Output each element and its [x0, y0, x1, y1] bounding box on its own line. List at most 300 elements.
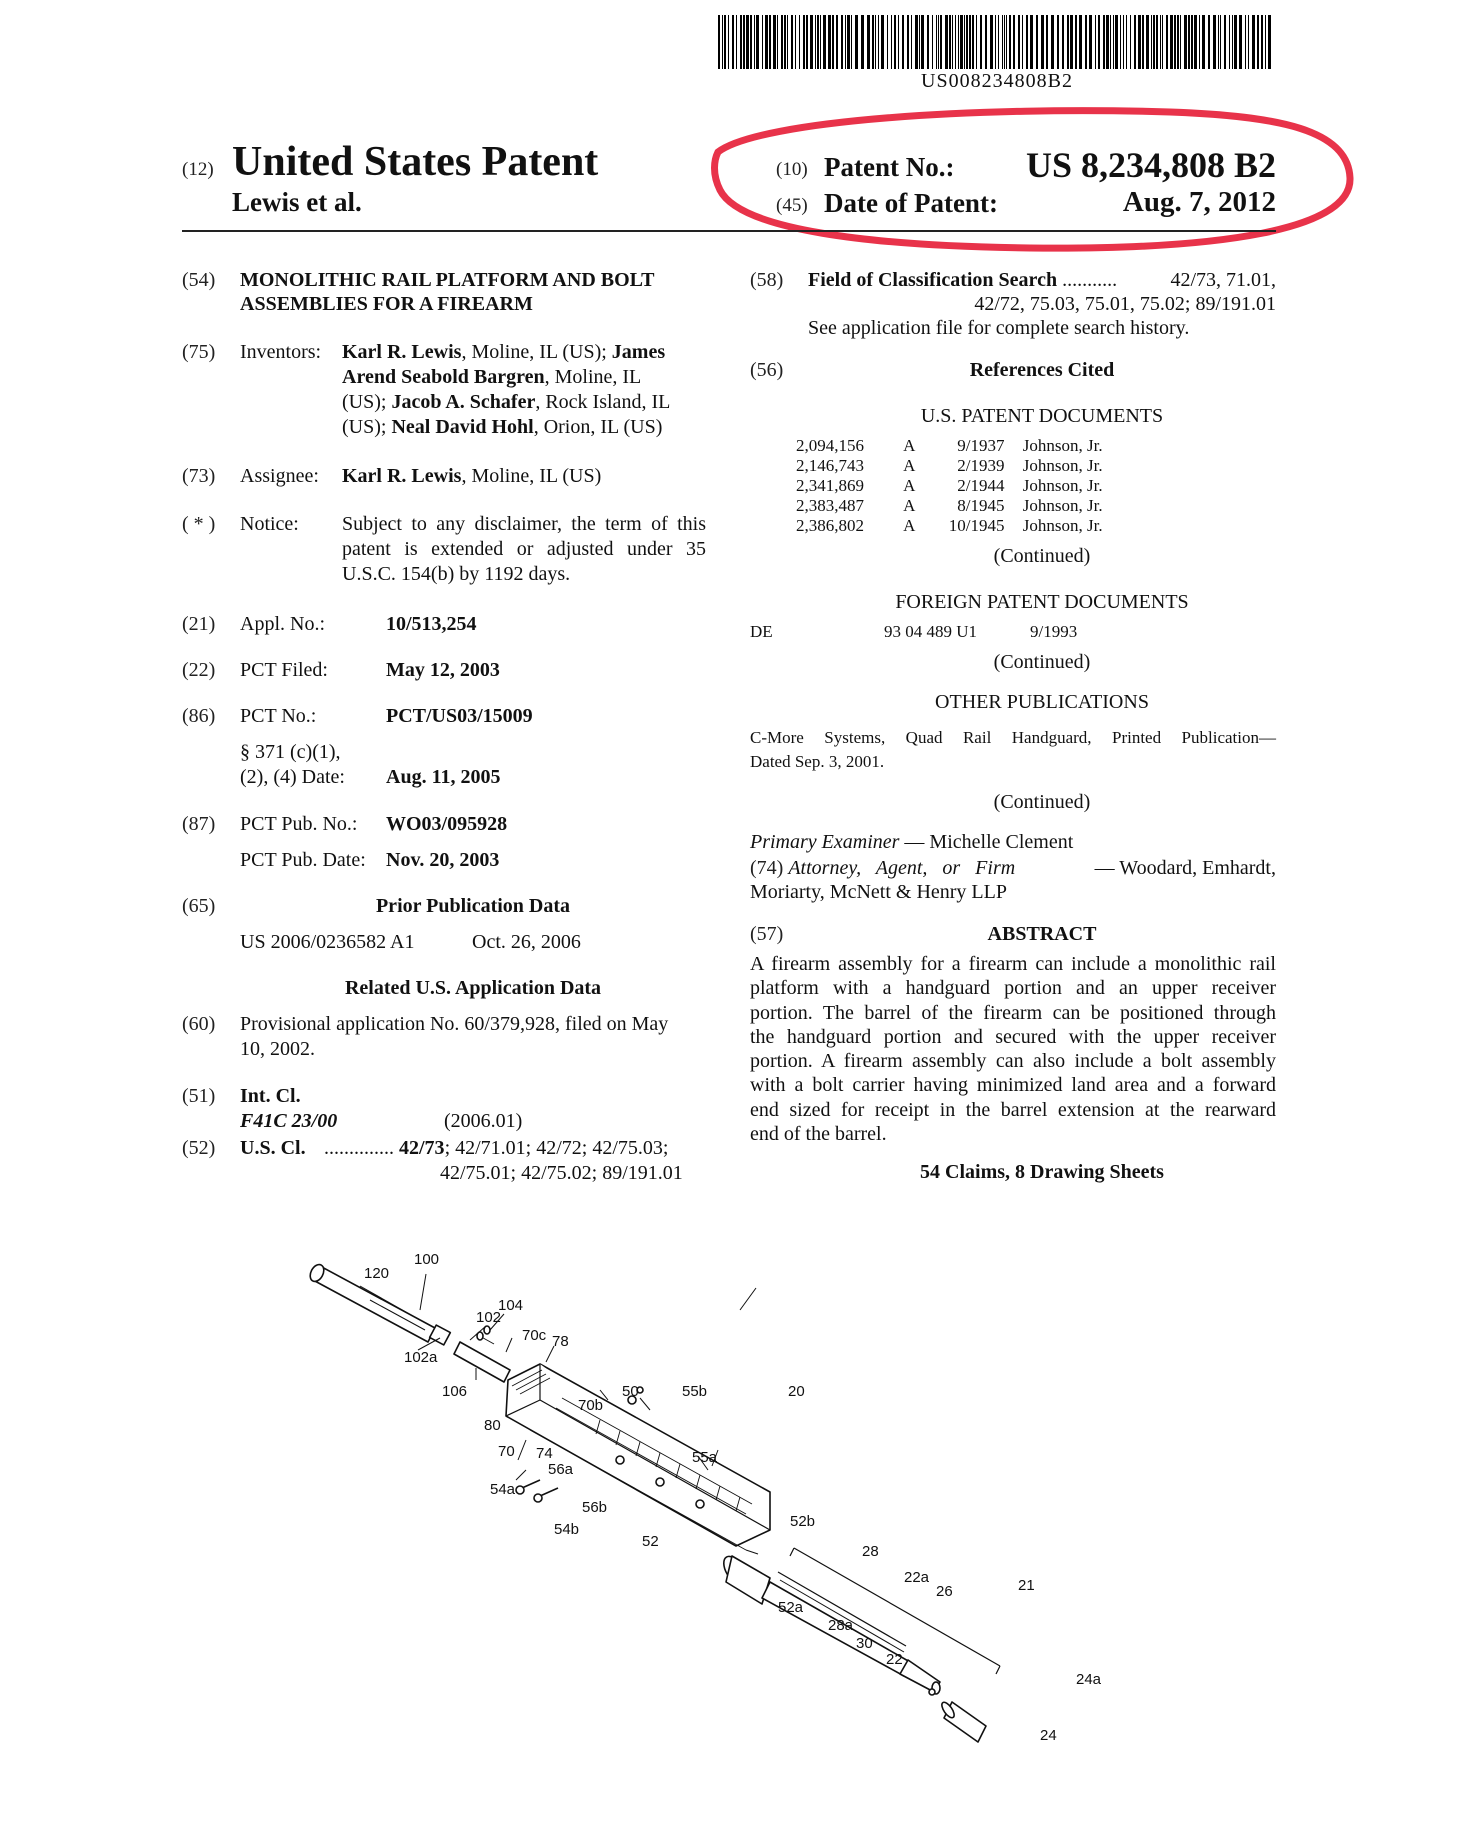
us-patent-documents-heading: U.S. PATENT DOCUMENTS [920, 405, 1164, 427]
barcode-bar [915, 15, 918, 69]
barcode-bar [875, 15, 876, 69]
barcode-bar [1106, 15, 1109, 69]
callout-22a: 22a [904, 1569, 930, 1586]
abstract-text [750, 952, 1276, 1146]
code-21: (21) [182, 613, 216, 635]
abstract-line: platform with a handguard portion and an upper receiver [750, 977, 1276, 1000]
code-45: (45) [776, 195, 808, 216]
barcode-bar [787, 15, 788, 69]
attorney-line2: Moriarty, McNett & Henry LLP [750, 881, 1007, 903]
notice-label: Notice: [240, 513, 299, 535]
barcode-bar [855, 15, 858, 69]
inventor-location: (US); [342, 416, 392, 438]
barcode-bar [740, 15, 742, 69]
barcode-bar [823, 15, 826, 69]
assignee-location: , Moline, IL (US) [461, 465, 602, 487]
prior-publication-no: US 2006/0236582 A1 [240, 931, 415, 953]
barcode-bar [1245, 15, 1246, 69]
pct-pub-date-label: PCT Pub. Date: [240, 849, 366, 871]
barcode-bar [872, 15, 874, 69]
barcode-bar [1115, 15, 1118, 69]
barcode-bar [1013, 15, 1015, 69]
barcode-bar [724, 15, 726, 69]
code-56: (56) [750, 359, 784, 381]
callout-74: 74 [536, 1445, 553, 1462]
callout-54b: 54b [554, 1521, 580, 1538]
prior-publication-date: Oct. 26, 2006 [472, 931, 581, 953]
barcode-bar [894, 15, 896, 69]
barcode-bar [1194, 15, 1197, 69]
barcode-bar [1218, 15, 1219, 69]
barcode-bar [1103, 15, 1105, 69]
code-73: (73) [182, 465, 216, 487]
abstract-line: with a bolt carrier having minimized land area and a forward [750, 1074, 1276, 1097]
ref-number: 2,094,156 [796, 436, 864, 455]
section-371-date: Aug. 11, 2005 [386, 766, 501, 788]
barcode-bar [1113, 15, 1114, 69]
callout-52a: 52a [778, 1599, 804, 1616]
barcode-bar [845, 15, 846, 69]
callout-70: 70 [498, 1443, 515, 1460]
barcode-bar [1220, 15, 1221, 69]
barcode-bar [1130, 15, 1131, 69]
barcode-bar [817, 15, 819, 69]
related-application-heading: Related U.S. Application Data [344, 977, 602, 999]
flash-hider-24 [929, 1689, 986, 1742]
barcode-bar [955, 15, 956, 69]
foreign-documents-heading: FOREIGN PATENT DOCUMENTS [895, 591, 1189, 613]
barcode-bar [867, 15, 870, 69]
callout-22: 22 [886, 1651, 903, 1668]
callout-102: 102 [476, 1309, 502, 1326]
pct-pub-no: WO03/095928 [386, 813, 508, 835]
assignee [342, 464, 601, 488]
inventors-line2 [342, 365, 641, 389]
continued-note: (Continued) [993, 651, 1091, 673]
field-search-line1 [808, 268, 1276, 292]
abstract-line: portion. The barrel of the firearm can be positioned through [750, 1001, 1276, 1024]
barcode-bar [1184, 15, 1187, 69]
ref-number: 2,386,802 [796, 516, 864, 535]
reference-row [796, 436, 1103, 456]
barcode-bar [832, 15, 834, 69]
barcode-bar [958, 15, 959, 69]
prior-publication-heading: Prior Publication Data [375, 895, 571, 917]
barcode-bar [815, 15, 816, 69]
callout-28a: 28a [828, 1617, 854, 1634]
barcode-bar [1070, 15, 1073, 69]
callout-21: 21 [1018, 1577, 1035, 1594]
field-search-classes: 42/73, 71.01, [1170, 269, 1276, 291]
barcode-bar [1252, 15, 1255, 69]
examiner-label: Primary Examiner [750, 831, 900, 853]
inventors-line1 [342, 340, 665, 364]
barcode-bar [828, 15, 831, 69]
callout-52b: 52b [790, 1513, 816, 1530]
barcode-bar [919, 15, 920, 69]
barcode-bar [1110, 15, 1111, 69]
barcode-bar [1138, 15, 1141, 69]
barcode-bar [810, 15, 813, 69]
pct-pub-date: Nov. 20, 2003 [386, 849, 500, 871]
callout-50: 50 [622, 1383, 639, 1400]
code-52: (52) [182, 1137, 216, 1159]
inventors-line4 [342, 415, 662, 439]
us-cl-line1 [324, 1136, 668, 1160]
document-title: United States Patent [232, 139, 599, 185]
code-notice: ( * ) [182, 513, 216, 535]
callout-24: 24 [1040, 1727, 1057, 1744]
ref-date: 2/1944 [957, 476, 1005, 495]
barcode-bar [781, 15, 783, 69]
ref-date: 10/1945 [948, 516, 1005, 535]
notice-line1: Subject to any disclaimer, the term of this [342, 513, 706, 535]
barcode-bar [754, 15, 755, 69]
inventor-location: , Moline, IL [544, 366, 642, 388]
barcode-bar [1095, 15, 1096, 69]
barcode-bar [861, 15, 864, 69]
barcode-bar [964, 15, 965, 69]
callout-56b: 56b [582, 1499, 608, 1516]
assignee-name: Karl R. Lewis [342, 465, 462, 487]
barcode-bar [1213, 15, 1216, 69]
barcode-bar [985, 15, 987, 69]
ref-name: Johnson, Jr. [1022, 436, 1103, 455]
barcode-bar [952, 15, 953, 69]
barcode-bar [898, 15, 899, 69]
barcode-bar [1229, 15, 1230, 69]
barcode-bar [1257, 15, 1259, 69]
pct-filed: May 12, 2003 [386, 659, 500, 681]
barcode-bar [1174, 15, 1176, 69]
code-58: (58) [750, 269, 784, 291]
barcode-bar [1126, 15, 1127, 69]
barcode-bar [1156, 15, 1158, 69]
patent-number: US 8,234,808 B2 [1025, 145, 1276, 185]
patent-date: Aug. 7, 2012 [1122, 186, 1276, 218]
inventor-name: Jacob A. Schafer [391, 391, 536, 413]
barcode-bar [1202, 15, 1205, 69]
invention-title-line1: MONOLITHIC RAIL PLATFORM AND BOLT [240, 269, 655, 291]
barcode-bar [969, 15, 971, 69]
callout-102a: 102a [404, 1349, 438, 1366]
ref-date: 8/1945 [957, 496, 1005, 515]
leader-dots: .............. [324, 1137, 394, 1159]
barcode-bar [769, 15, 771, 69]
barcode-bar [1089, 15, 1092, 69]
section-371-line2: (2), (4) Date: [240, 766, 345, 788]
barcode-bar [1180, 15, 1181, 69]
barcode-bar [1134, 15, 1136, 69]
ref-number: 2,341,869 [796, 476, 864, 495]
inventor-name: Arend Seabold Bargren [342, 366, 545, 388]
barcode-bar [803, 15, 805, 69]
barcode-bar [1075, 15, 1077, 69]
barcode-bar [1041, 15, 1044, 69]
callout-52: 52 [642, 1533, 659, 1550]
barcode-bar [940, 15, 942, 69]
barcode-bar [1177, 15, 1179, 69]
barcode-bar [1079, 15, 1082, 69]
notice-line2: patent is extended or adjusted under 35 [342, 538, 706, 560]
int-cl-class: F41C 23/00 [240, 1110, 338, 1132]
barcode-bar [836, 15, 838, 69]
abstract-line: portion. A firearm assembly can also include a bolt assembly [750, 1050, 1276, 1073]
attorney-label: Attorney, Agent, or Firm [788, 857, 1016, 879]
barcode-bar [949, 15, 951, 69]
reference-row [796, 496, 1103, 516]
reference-row [796, 516, 1103, 536]
code-10: (10) [776, 159, 808, 180]
continued-note: (Continued) [993, 791, 1091, 813]
barcode-bar [1036, 15, 1038, 69]
ref-kind: A [903, 456, 916, 475]
abstract-heading: ABSTRACT [987, 923, 1097, 945]
barcode-bar [891, 15, 892, 69]
barcode-bar [756, 15, 759, 69]
inventor-location: , Orion, IL (US) [533, 416, 663, 438]
code-57: (57) [750, 923, 784, 945]
barcode-bar [777, 15, 778, 69]
reference-row [796, 456, 1103, 476]
barcode-bar [1142, 15, 1144, 69]
barcode-bar [990, 15, 993, 69]
barcode-bar [841, 15, 843, 69]
barcode-bar [1085, 15, 1087, 69]
barcode-bar [1234, 15, 1237, 69]
code-54: (54) [182, 269, 216, 291]
bolt-assembly-102 [454, 1326, 510, 1382]
field-search-label: Field of Classification Search [808, 269, 1058, 291]
continued-note: (Continued) [993, 545, 1091, 567]
pct-filed-label: PCT Filed: [240, 659, 328, 681]
barcode-bar [750, 15, 752, 69]
barcode-bar [851, 15, 852, 69]
ref-kind: A [903, 436, 916, 455]
barcode-bar [881, 15, 884, 69]
barcode-bar [1006, 15, 1007, 69]
us-cl-main: 42/73 [399, 1137, 445, 1159]
callout-54a: 54a [490, 1481, 516, 1498]
barcode-bar [1188, 15, 1190, 69]
us-cl-rest: ; 42/71.01; 42/72; 42/75.03; [444, 1137, 669, 1159]
barcode-bar [887, 15, 888, 69]
field-search-line2: 42/72, 75.03, 75.01, 75.02; 89/191.01 [974, 293, 1276, 315]
patent-drawing [300, 1230, 1180, 1750]
header-rule [182, 230, 1276, 232]
barcode-bar [732, 15, 734, 69]
barcode-bar [1022, 15, 1023, 69]
barcode-bar [795, 15, 796, 69]
code-74: (74) [750, 857, 784, 879]
barcode-bar [1261, 15, 1263, 69]
barcode-bar [966, 15, 968, 69]
callout-70c: 70c [522, 1327, 547, 1344]
barcode-bar [936, 15, 937, 69]
barcode-bar [1062, 15, 1064, 69]
foreign-country: DE [750, 622, 773, 641]
barcode-bar [1160, 15, 1161, 69]
inventor-location: , Rock Island, IL [535, 391, 671, 413]
callout-104: 104 [498, 1297, 524, 1314]
barcode-bar [878, 15, 879, 69]
ref-date: 2/1939 [957, 456, 1005, 475]
callout-56a: 56a [548, 1461, 574, 1478]
barcode-bar [1030, 15, 1033, 69]
callout-120: 120 [364, 1265, 390, 1282]
barcode-bar [1057, 15, 1059, 69]
barcode-bar [718, 15, 720, 69]
barcode-bar [1004, 15, 1005, 69]
barcode-bar [847, 15, 850, 69]
ref-number: 2,146,743 [796, 456, 864, 475]
barcode-bar [945, 15, 948, 69]
notice-line3: U.S.C. 154(b) by 1192 days. [342, 563, 571, 585]
ref-name: Johnson, Jr. [1022, 496, 1103, 515]
foreign-number: 93 04 489 U1 [884, 622, 978, 641]
barcode-bar [1009, 15, 1011, 69]
barcode-bar [1026, 15, 1028, 69]
inventors-line3 [342, 390, 670, 414]
barcode-bar [960, 15, 963, 69]
abstract-line: the handguard portion and secured with the upper receiver [750, 1025, 1276, 1048]
barcode-bar [820, 15, 821, 69]
barcode-bar [1018, 15, 1020, 69]
callout-26: 26 [936, 1583, 953, 1600]
assignee-label: Assignee: [240, 465, 319, 487]
code-87: (87) [182, 813, 216, 835]
barcode-bar [907, 15, 909, 69]
barcode-bar [1208, 15, 1210, 69]
code-75: (75) [182, 341, 216, 363]
section-371-line1: § 371 (c)(1), [240, 741, 341, 763]
inventor-name: James [611, 341, 666, 363]
barcode-bar [1248, 15, 1249, 69]
barcode-bar [998, 15, 999, 69]
barcode-bar [1239, 15, 1242, 69]
callout-24a: 24a [1076, 1671, 1102, 1688]
appl-no: 10/513,254 [386, 613, 477, 635]
ref-date: 9/1937 [957, 436, 1005, 455]
pct-no-label: PCT No.: [240, 705, 317, 727]
highlight-ellipse [700, 100, 1360, 270]
examiner-name: — Michelle Clement [899, 831, 1074, 853]
callout-100: 100 [414, 1251, 440, 1268]
code-65: (65) [182, 895, 216, 917]
code-22: (22) [182, 659, 216, 681]
inventor-location: , Moline, IL (US); [461, 341, 612, 363]
barcode-bar [995, 15, 996, 69]
ref-name: Johnson, Jr. [1022, 516, 1103, 535]
inventor-name: Neal David Hohl [391, 416, 534, 438]
abstract-line: A firearm assembly for a firearm can include a monolithic rail [750, 953, 1276, 975]
barcode-bar [1170, 15, 1173, 69]
int-cl-label: Int. Cl. [240, 1085, 301, 1107]
appl-no-label: Appl. No.: [240, 613, 325, 635]
claims-summary: 54 Claims, 8 Drawing Sheets [920, 1161, 1164, 1183]
ref-kind: A [903, 496, 916, 515]
barcode-bar [1199, 15, 1200, 69]
barcode-bar [1191, 15, 1193, 69]
int-cl-version: (2006.01) [444, 1110, 523, 1132]
barcode-bar [1051, 15, 1054, 69]
invention-title-line2: ASSEMBLIES FOR A FIREARM [240, 293, 533, 315]
patent-no-label: Patent No.: [824, 152, 955, 182]
barcode-bar [1046, 15, 1048, 69]
attorney-line1 [750, 856, 1276, 880]
barcode-bar [728, 15, 729, 69]
barcode-bar [773, 15, 776, 69]
barcode-bar [1265, 15, 1266, 69]
barcode-bar [1123, 15, 1124, 69]
callout-80: 80 [484, 1417, 501, 1434]
callout-78: 78 [552, 1333, 569, 1350]
provisional-line2: 10, 2002. [240, 1038, 315, 1060]
reference-row [796, 476, 1103, 496]
barcode-bar [1232, 15, 1233, 69]
inventor-location: (US); [342, 391, 392, 413]
barcode-bar [765, 15, 768, 69]
code-51: (51) [182, 1085, 216, 1107]
barcode-bar [743, 15, 745, 69]
barcode-bar [1151, 15, 1152, 69]
us-cl-label: U.S. Cl. [240, 1137, 306, 1159]
abstract-line: end of the barrel. [750, 1123, 887, 1146]
callout-20: 20 [788, 1383, 805, 1400]
callout-30: 30 [856, 1635, 873, 1652]
attorney-firm: — Woodard, Emhardt, [1094, 857, 1276, 879]
inventors-label: Inventors: [240, 341, 322, 363]
barcode [718, 15, 1276, 69]
barcode-bar [976, 15, 977, 69]
barcode-bar [1067, 15, 1069, 69]
barcode-bar [1146, 15, 1149, 69]
callout-70b: 70b [578, 1397, 604, 1414]
barcode-bar [902, 15, 904, 69]
ref-name: Johnson, Jr. [1022, 476, 1103, 495]
leader-dots: ........... [1062, 269, 1118, 291]
barcode-bar [980, 15, 982, 69]
field-search-line3: See application file for complete search history. [808, 317, 1190, 339]
barcode-bar [784, 15, 786, 69]
barcode-bar [1120, 15, 1121, 69]
callout-55b: 55b [682, 1383, 708, 1400]
barcode-bar [911, 15, 912, 69]
barcode-bar [927, 15, 929, 69]
callout-106: 106 [442, 1383, 468, 1400]
barcode-number: US008234808B2 [921, 70, 1073, 92]
other-publication-line1: C-More Systems, Quad Rail Handguard, Printed Publication— [750, 728, 1276, 747]
pct-no: PCT/US03/15009 [386, 705, 533, 727]
references-heading: References Cited [969, 359, 1115, 381]
barcode-bar [972, 15, 974, 69]
abstract-line: end sized for receipt in the barrel extension at the rearward [750, 1098, 1276, 1121]
ref-kind: A [903, 516, 916, 535]
barcode-bar [762, 15, 763, 69]
inventor-name: Karl R. Lewis [342, 341, 462, 363]
barcode-bar [722, 15, 723, 69]
code-12: (12) [182, 159, 214, 180]
foreign-date: 9/1993 [1030, 622, 1078, 641]
us-cl-line2: 42/75.01; 42/75.02; 89/191.01 [440, 1162, 683, 1184]
ref-kind: A [903, 476, 916, 495]
provisional-line1: Provisional application No. 60/379,928, filed on May [240, 1013, 669, 1035]
barcode-bar [799, 15, 800, 69]
callout-28: 28 [862, 1543, 879, 1560]
date-label: Date of Patent: [824, 188, 998, 218]
authors: Lewis et al. [232, 187, 362, 217]
primary-examiner [750, 830, 1073, 854]
